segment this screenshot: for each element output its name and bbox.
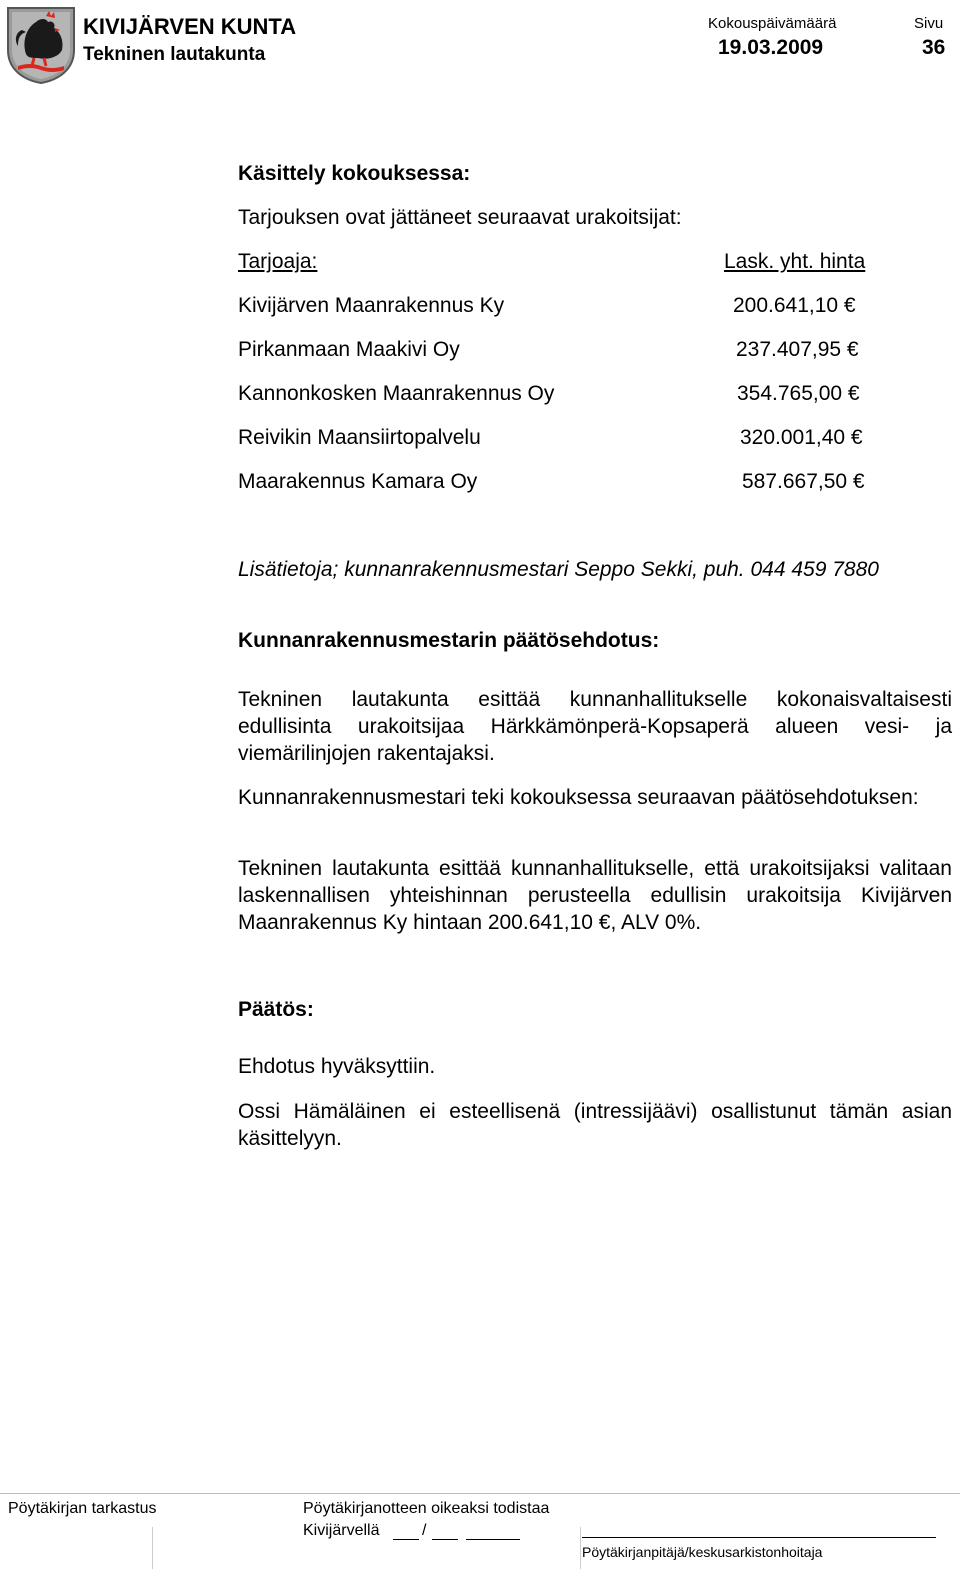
heading-decision: Päätös: bbox=[238, 998, 314, 1021]
page-label: Sivu bbox=[914, 15, 944, 32]
heading-proposal: Kunnanrakennusmestarin päätösehdotus: bbox=[238, 629, 660, 652]
bid-price: 200.641,10 € bbox=[733, 294, 856, 317]
revised-proposal: Tekninen lautakunta esittää kunnanhallitukselle, että urakoitsijaksi valitaan laskennallisen yhteishinnan perusteella edullisin urakoitsija Kivijärven Maanrakennus Ky hintaan 200.641,10 €, ALV 0%. bbox=[238, 857, 952, 934]
signer-title: Pöytäkirjanpitäjä/keskusarkistonhoitaja bbox=[582, 1544, 823, 1560]
column-bidder: Tarjoaja: bbox=[238, 250, 318, 273]
month-blank bbox=[432, 1539, 458, 1540]
certify-label: Pöytäkirjanotteen oikeaksi todistaa bbox=[303, 1500, 550, 1517]
date-separator: / bbox=[422, 1522, 427, 1539]
minutes-review-label: Pöytäkirjan tarkastus bbox=[8, 1500, 157, 1517]
heading-processing: Käsittely kokouksessa: bbox=[238, 162, 471, 185]
column-price: Lask. yht. hinta bbox=[724, 250, 866, 273]
organization-name: KIVIJÄRVEN KUNTA bbox=[83, 14, 297, 39]
bid-name: Kannonkosken Maanrakennus Oy bbox=[238, 382, 555, 405]
footer-column-divider bbox=[580, 1527, 581, 1569]
bid-price: 320.001,40 € bbox=[740, 426, 863, 449]
signature-line bbox=[582, 1537, 936, 1538]
bid-name: Kivijärven Maanrakennus Ky bbox=[238, 294, 505, 317]
meeting-date: 19.03.2009 bbox=[718, 36, 824, 59]
bid-price: 354.765,00 € bbox=[737, 382, 860, 405]
footer-column-divider bbox=[152, 1527, 153, 1569]
bid-name: Pirkanmaan Maakivi Oy bbox=[238, 338, 460, 361]
page-number: 36 bbox=[922, 36, 946, 59]
meeting-date-label: Kokouspäivämäärä bbox=[708, 15, 837, 32]
bids-intro: Tarjouksen ovat jättäneet seuraavat urakoitsijat: bbox=[238, 206, 682, 229]
municipal-crest-rooster-icon bbox=[6, 6, 76, 84]
additional-info: Lisätietoja; kunnanrakennusmestari Seppo Sekki, puh. 044 459 7880 bbox=[238, 558, 879, 581]
proposal-text: Tekninen lautakunta esittää kunnanhallitukselle kokonaisvaltaisesti edullisinta urakoitsijaa Härkkämönperä-Kopsaperä alueen vesi- ja viemärilinjojen rakentajaksi. bbox=[238, 688, 952, 765]
year-blank bbox=[466, 1539, 520, 1540]
place-label: Kivijärvellä bbox=[303, 1522, 380, 1539]
meeting-note: Kunnanrakennusmestari teki kokouksessa seuraavan päätösehdotuksen: bbox=[238, 786, 919, 809]
bid-price: 587.667,50 € bbox=[742, 470, 865, 493]
decision-text: Ehdotus hyväksyttiin. bbox=[238, 1055, 436, 1078]
board-name: Tekninen lautakunta bbox=[83, 44, 266, 65]
bid-price: 237.407,95 € bbox=[736, 338, 859, 361]
day-blank bbox=[393, 1539, 419, 1540]
bid-name: Maarakennus Kamara Oy bbox=[238, 470, 478, 493]
bid-name: Reivikin Maansiirtopalvelu bbox=[238, 426, 481, 449]
recusal-text: Ossi Hämäläinen ei esteellisenä (intressijäävi) osallistunut tämän asian käsittelyyn. bbox=[238, 1100, 952, 1150]
footer-divider bbox=[0, 1493, 960, 1494]
